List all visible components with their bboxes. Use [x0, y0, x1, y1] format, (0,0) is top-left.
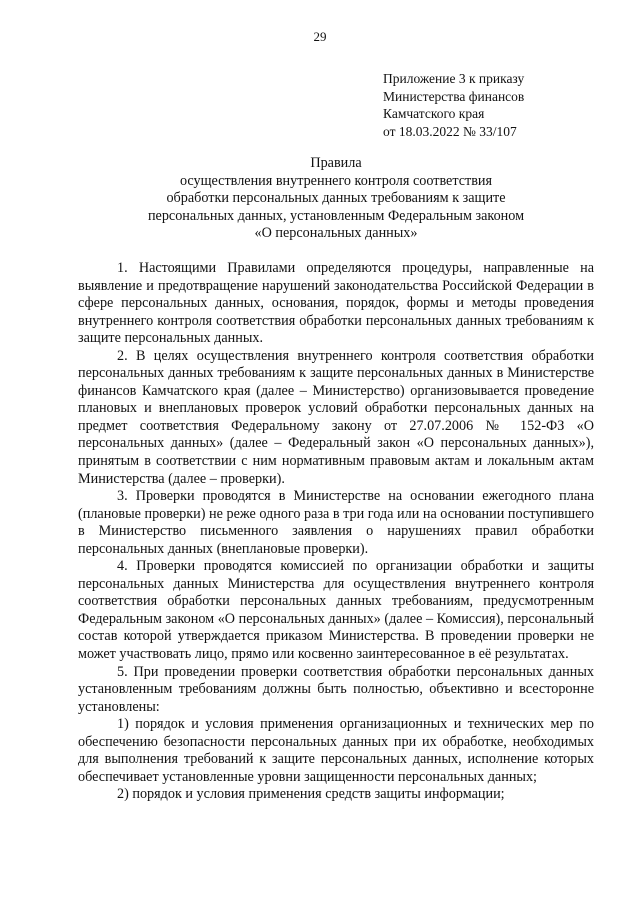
page-number: 29	[313, 29, 327, 44]
paragraph: 2. В целях осуществления внутреннего контроля соответствия обработки персональных данных требованиям к защите персональных данных в Министерстве финансов Камчатского края (далее – Министерство) организовывается проведение плановых и внеплановых проверок условий обработки персональных данных на предмет соответствия Федеральному закону от 27.07.2006 № 152-ФЗ «О персональных данных» (далее – Федеральный закон «О персональных данных»), принятым в соответствии с ним нормативным правовым актам и локальным актам Министерства (далее – проверки).	[78, 347, 594, 487]
appendix-line: Камчатского края	[383, 106, 485, 122]
appendix-line: от 18.03.2022 № 33/107	[383, 123, 517, 139]
appendix-line: Приложение 3 к приказу	[383, 71, 525, 86]
paragraph: 1. Настоящими Правилами определяются процедуры, направленные на выявление и предотвращение нарушений законодательства Российской Федерации в сфере персональных данных, основания, порядок, формы и методы проведения внутреннего контроля соответствия обработки персональных данных требованиям к защите персональных данных.	[78, 260, 594, 347]
title-line: «О персональных данных»	[254, 225, 418, 242]
title-heading: Правила	[310, 155, 362, 171]
list-item: 1) порядок и условия применения организационных и технических мер по обеспечению безопасности персональных данных при их обработке, необходимых для выполнения требований к защите персональных данных, исполнение которых обеспечивает установленные уровни защищенности персональных данных;	[78, 716, 594, 785]
appendix-line: Министерства финансов	[383, 88, 525, 104]
title-line: обработки персональных данных требованиям к защите	[166, 190, 506, 207]
list-item: 2) порядок и условия применения средств защиты информации;	[117, 786, 505, 803]
paragraph: 5. При проведении проверки соответствия обработки персональных данных установленным требованиям должны быть полностью, объективно и всесторонне установлены:	[78, 663, 594, 715]
document-title	[78, 155, 594, 243]
title-line: персональных данных, установленным Федеральным законом	[147, 207, 525, 224]
paragraph: 4. Проверки проводятся комиссией по организации обработки и защиты персональных данных Министерства для осуществления внутреннего контроля соответствия обработки персональных данных требованиям, предусмотренным Федеральным законом «О персональных данных» (далее – Комиссия), персональный состав которой утверждается приказом Министерства. В проведении проверки не может участвовать лицо, прямо или косвенно заинтересованное в её результатах.	[78, 558, 594, 663]
document-body	[78, 260, 594, 804]
paragraph: 3. Проверки проводятся в Министерстве на основании ежегодного плана (плановые проверки) не реже одного раза в три года или на основании поступившего в Министерство письменного заявления о нарушениях правил обработки персональных данных (внеплановые проверки).	[78, 488, 594, 557]
appendix-header	[383, 70, 524, 140]
title-line: осуществления внутреннего контроля соответствия	[179, 172, 493, 189]
